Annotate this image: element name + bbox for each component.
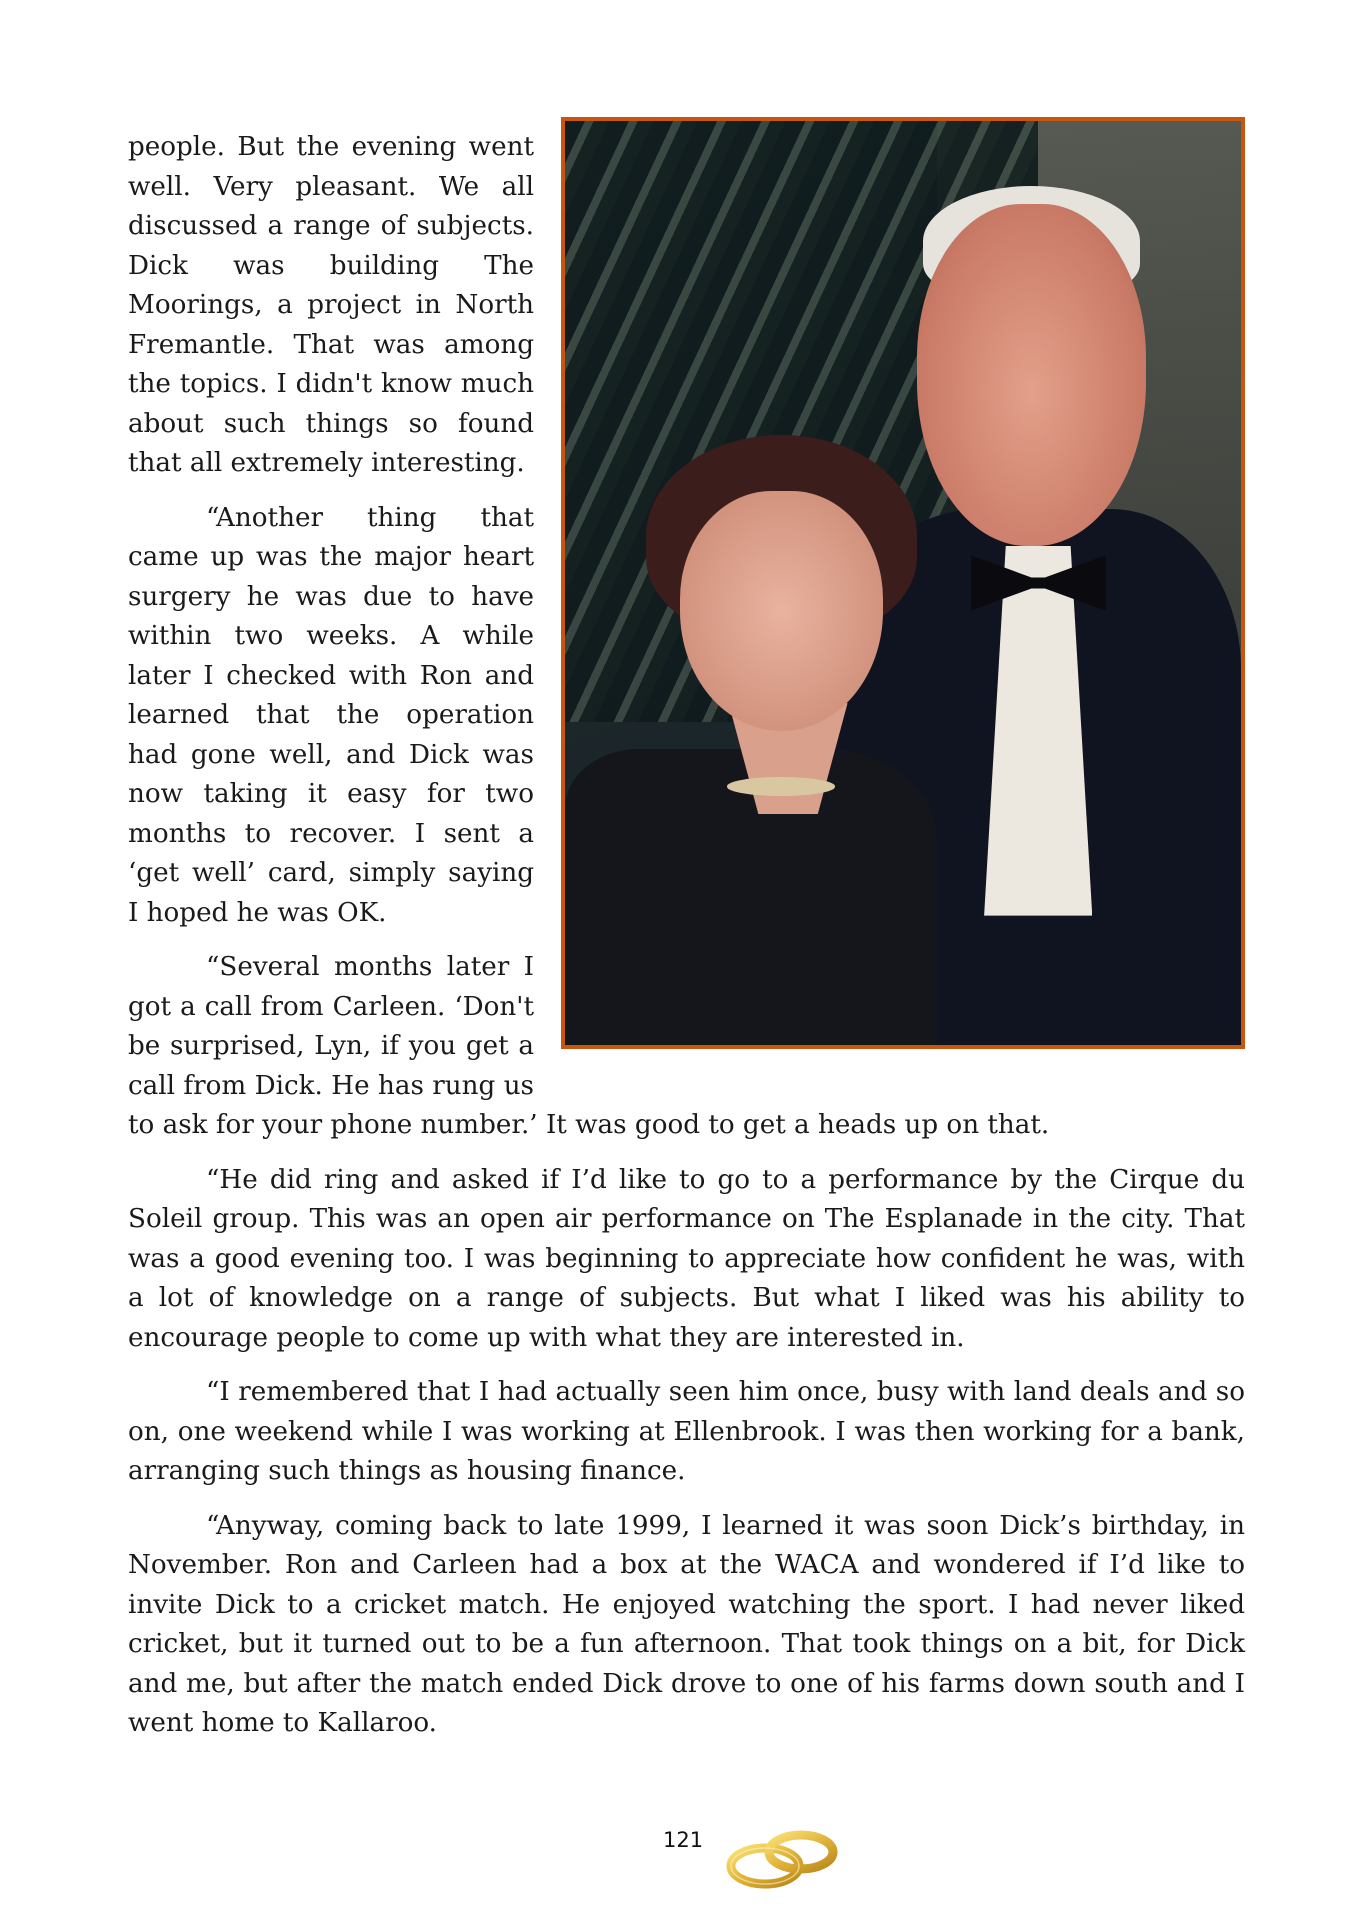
wedding-rings-icon	[725, 1828, 840, 1890]
paragraph-2: “Another thing that came up was the major heart surgery he was due to have within two weeks. A while later I checked with Ron and learned that the operation had gone well, and Dick was now taking it easy for two months to recover. I sent a ‘get well’ card, simply saying I hoped he was OK.	[128, 502, 534, 928]
page-footer	[0, 1828, 1361, 1898]
couple-photo	[561, 117, 1245, 1049]
photo-man-face	[917, 204, 1147, 546]
paragraph-6: “Anyway, coming back to late 1999, I learned it was soon Dick’s birthday, in November. Ron and Carleen had a box at the WACA and wondered if I’d like to invite Dick to a cricket match. He enjoyed watching the sport. I had never liked cricket, but it turned out to be a fun afternoon. That took things on a bit, for Dick and me, but after the match ended Dick drove to one of his farms down south and I went home to Kallaroo.	[128, 1510, 1245, 1738]
paragraph-3: “Several months later I got a call from Carleen. ‘Don't be surprised, Lyn, if you get a call from Dick. He has rung us to ask for your phone number.’ It was good to get a heads up on that.	[128, 952, 1050, 1140]
page-number: 121	[663, 1828, 704, 1852]
paragraph-5: “I remembered that I had actually seen him once, busy with land deals and so on, one weekend while I was working at Ellenbrook. I was then working for a bank, arranging such things as housing finance.	[128, 1377, 1245, 1486]
paragraph-1: people. But the evening went well. Very pleasant. We all discussed a range of subjects. Dick was building The Moorings, a project in North Fremantle. That was among the topics. I didn't know much about such things so found that all extremely interesting.	[128, 132, 534, 478]
body-text	[128, 128, 1245, 1759]
photo-woman-face	[680, 491, 883, 731]
photo-necklace	[727, 777, 835, 795]
paragraph-4: “He did ring and asked if I’d like to go to a performance by the Cirque du Soleil group. This was an open air performance on The Esplanade in the city. That was a good evening too. I was beginning to appreciate how confident he was, with a lot of knowledge on a range of subjects. But what I liked was his ability to encourage people to come up with what they are interested in.	[128, 1164, 1245, 1353]
